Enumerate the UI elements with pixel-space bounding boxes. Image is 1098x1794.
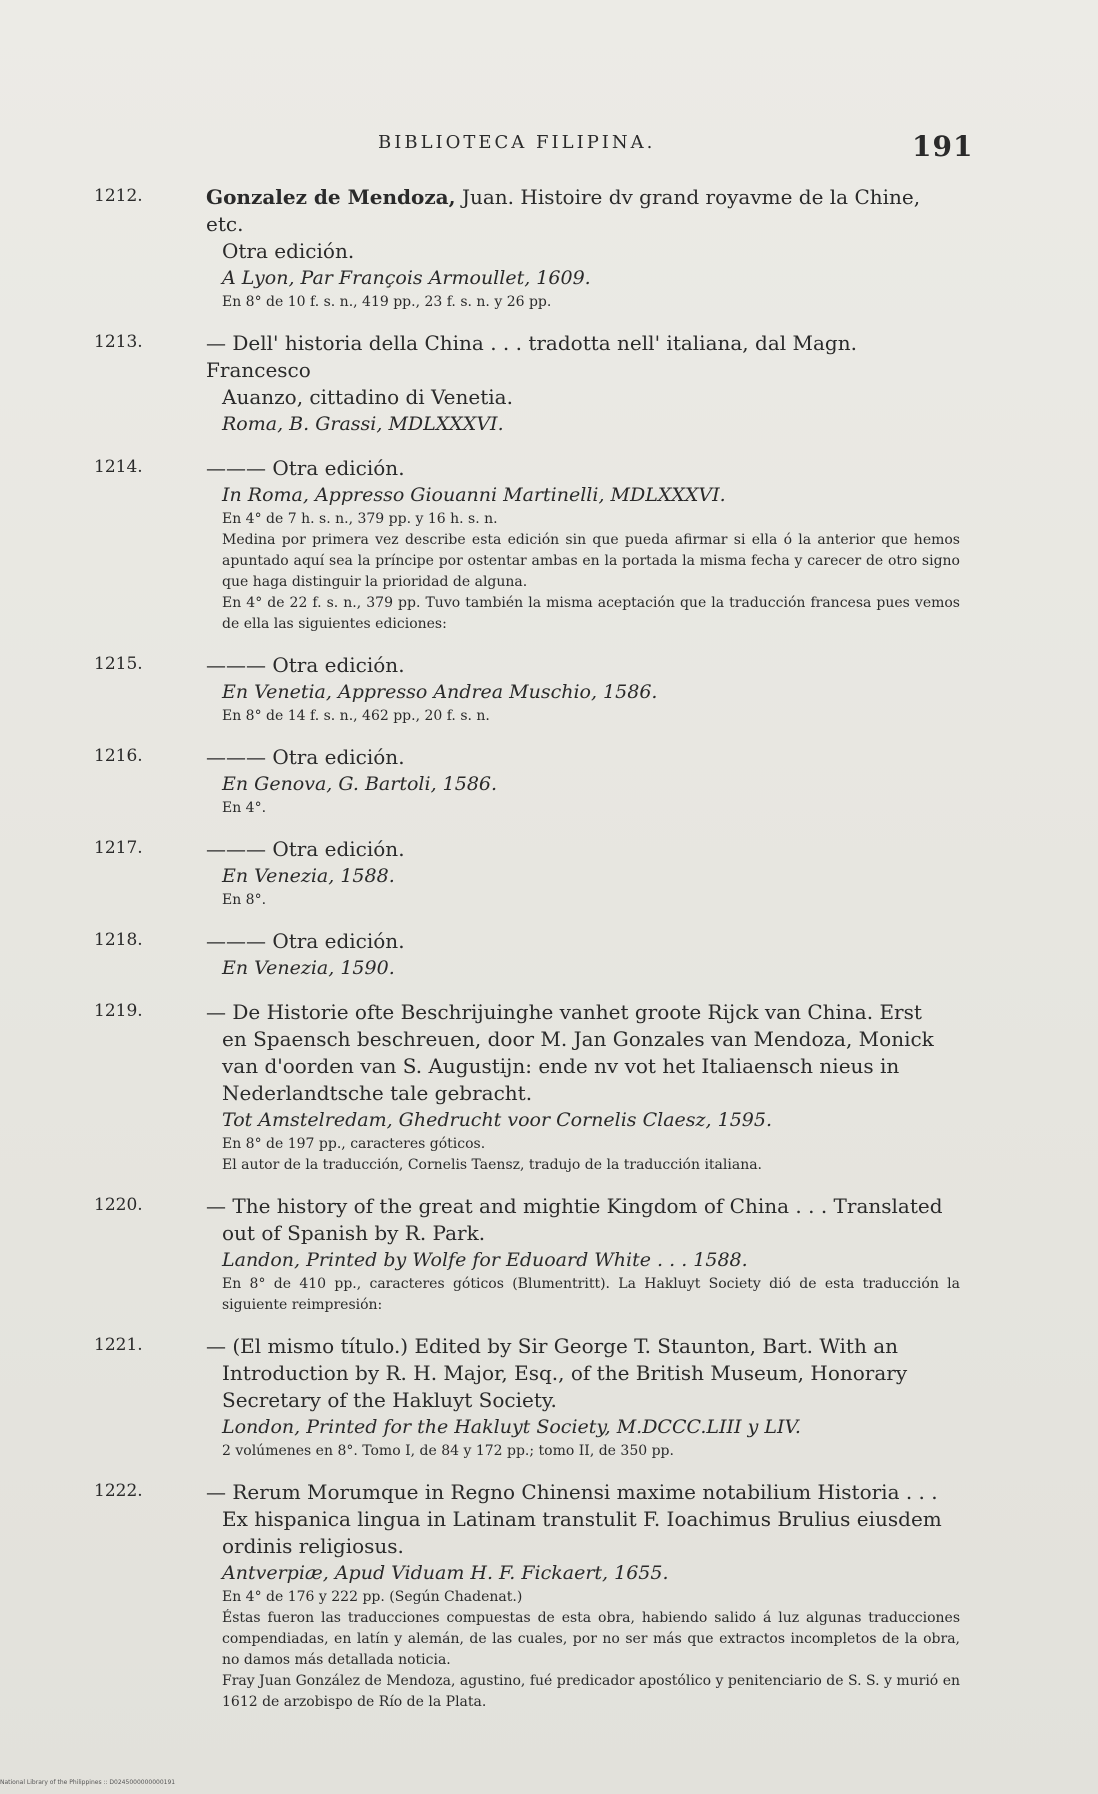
- entry-number: 1216.: [94, 746, 143, 766]
- entry-imprint: En Venezia, 1588.: [222, 865, 395, 887]
- entry-continuation: Secretary of the Hakluyt Society.: [222, 1388, 557, 1412]
- entry-number: 1218.: [94, 930, 143, 950]
- entry-number: 1215.: [94, 654, 143, 674]
- entry-imprint: En Venezia, 1590.: [222, 957, 395, 979]
- entry-number: 1214.: [94, 457, 143, 477]
- entry-continuation: en Spaensch beschreuen, door M. Jan Gonzales van Mendoza, Monick: [222, 1027, 934, 1051]
- entry-note: Medina por primera vez describe esta edición sin que pueda afirmar si ella ó la anterior que hemos apuntado aquí sea la príncipe por ostentar ambas en la portada la misma fecha y carecer de otro signo que haga distinguir la prioridad de alguna.: [222, 532, 960, 590]
- entry-imprint: London, Printed for the Hakluyt Society, M.DCCC.LIII y LIV.: [222, 1416, 801, 1438]
- entry-note: En 4° de 176 y 222 pp. (Según Chadenat.): [222, 1589, 523, 1605]
- entry-imprint: Roma, B. Grassi, MDLXXXVI.: [222, 413, 504, 435]
- entry-heading: ——— Otra edición.: [206, 929, 405, 953]
- entry-heading: [206, 184, 960, 238]
- entry-imprint: En Genova, G. Bartoli, 1586.: [222, 773, 498, 795]
- entry-imprint: In Roma, Appresso Giouanni Martinelli, MDLXXXVI.: [222, 484, 726, 506]
- entry-continuation: ordinis religiosus.: [222, 1534, 404, 1558]
- entry-heading: — Dell' historia della China . . . tradotta nell' italiana, dal Magn. Francesco: [206, 331, 857, 382]
- entry-1213: [90, 330, 960, 438]
- entry-heading: ——— Otra edición.: [206, 653, 405, 677]
- entry-1219: [90, 999, 960, 1176]
- entry-1221: [90, 1333, 960, 1462]
- entry-note: En 8° de 197 pp., caracteres góticos.: [222, 1136, 486, 1152]
- entry-subline: Otra edición.: [222, 239, 355, 263]
- entry-1222: [90, 1479, 960, 1713]
- entry-note: En 4° de 7 h. s. n., 379 pp. y 16 h. s. n.: [222, 511, 498, 527]
- entry-note: Fray Juan González de Mendoza, agustino, fué predicador apostólico y penitenciario de S. S. y murió en 1612 de arzobispo de Río de la Plata.: [222, 1673, 960, 1710]
- entry-note: En 8° de 14 f. s. n., 462 pp., 20 f. s. n.: [222, 708, 490, 724]
- entry-note: En 4°.: [222, 800, 267, 816]
- entry-heading: — Rerum Morumque in Regno Chinensi maxime notabilium Historia . . .: [206, 1480, 938, 1504]
- entry-note: En 8° de 410 pp., caracteres góticos (Blumentritt). La Hakluyt Society dió de esta traducción la siguiente reimpresión:: [222, 1276, 960, 1313]
- entry-subline: Auanzo, cittadino di Venetia.: [222, 385, 513, 409]
- entry-number: 1219.: [94, 1001, 143, 1021]
- entry-heading: ——— Otra edición.: [206, 745, 405, 769]
- entry-number: 1222.: [94, 1481, 143, 1501]
- entry-continuation: Nederlandtsche tale gebracht.: [222, 1081, 533, 1105]
- entry-note: 2 volúmenes en 8°. Tomo I, de 84 y 172 pp.; tomo II, de 350 pp.: [222, 1443, 674, 1459]
- entry-heading: ——— Otra edición.: [206, 837, 405, 861]
- entry-note: En 8° de 10 f. s. n., 419 pp., 23 f. s. n. y 26 pp.: [222, 294, 552, 310]
- entry-heading: — De Historie ofte Beschrijuinghe vanhet groote Rijck van China. Erst: [206, 1000, 922, 1024]
- entry-note: Éstas fueron las traducciones compuestas de esta obra, habiendo salido á luz algunas traducciones compendiadas, en latín y alemán, de las cuales, por no ser más que extractos incompletos de la obra, no damos más detallada noticia.: [222, 1610, 960, 1668]
- scan-footer: National Library of the Philippines :: D0245000000000191: [0, 1779, 176, 1786]
- entry-imprint: Antverpiæ, Apud Viduam H. F. Fickaert, 1655.: [222, 1562, 669, 1584]
- entry-author: Gonzalez de Mendoza,: [206, 185, 456, 209]
- running-header: BIBLIOTECA FILIPINA.: [378, 132, 656, 153]
- entry-imprint: En Venetia, Appresso Andrea Muschio, 1586.: [222, 681, 658, 703]
- entry-note: En 4° de 22 f. s. n., 379 pp. Tuvo también la misma aceptación que la traducción francesa pues vemos de ella las siguientes ediciones:: [222, 595, 960, 632]
- entry-imprint: Tot Amstelredam, Ghedrucht voor Cornelis Claesz, 1595.: [222, 1109, 772, 1131]
- entry-title: Histoire dv grand royavme de la Chine, etc.: [206, 185, 921, 236]
- entry-note: En 8°.: [222, 892, 267, 908]
- entry-continuation: Ex hispanica lingua in Latinam transtulit F. Ioachimus Brulius eiusdem: [222, 1507, 942, 1531]
- entry-continuation: van d'oorden van S. Augustijn: ende nv vot het Italiaensch nieus in: [222, 1054, 900, 1078]
- entry-number: 1212.: [94, 186, 143, 206]
- entry-number: 1220.: [94, 1195, 143, 1215]
- entry-1217: [90, 836, 960, 911]
- entry-heading: ——— Otra edición.: [206, 456, 405, 480]
- entry-1215: [90, 652, 960, 727]
- entry-number: 1221.: [94, 1335, 143, 1355]
- entry-1218: [90, 928, 960, 982]
- entry-continuation: out of Spanish by R. Park.: [222, 1221, 486, 1245]
- entry-1214: [90, 455, 960, 635]
- page-number: 191: [912, 130, 974, 163]
- entry-1220: [90, 1193, 960, 1316]
- entry-imprint: Landon, Printed by Wolfe for Eduoard White . . . 1588.: [222, 1249, 748, 1271]
- entry-number: 1217.: [94, 838, 143, 858]
- catalog-entries: [90, 184, 960, 1730]
- entry-note: El autor de la traducción, Cornelis Taensz, tradujo de la traducción italiana.: [222, 1157, 763, 1173]
- entry-author-firstname: Juan.: [461, 185, 515, 209]
- entry-heading: — The history of the great and mightie Kingdom of China . . . Translated: [206, 1194, 943, 1218]
- entry-number: 1213.: [94, 332, 143, 352]
- entry-continuation: Introduction by R. H. Major, Esq., of the British Museum, Honorary: [222, 1361, 908, 1385]
- entry-imprint: A Lyon, Par François Armoullet, 1609.: [222, 267, 591, 289]
- entry-1212: [90, 184, 960, 313]
- entry-heading: — (El mismo título.) Edited by Sir George T. Staunton, Bart. With an: [206, 1334, 899, 1358]
- entry-1216: [90, 744, 960, 819]
